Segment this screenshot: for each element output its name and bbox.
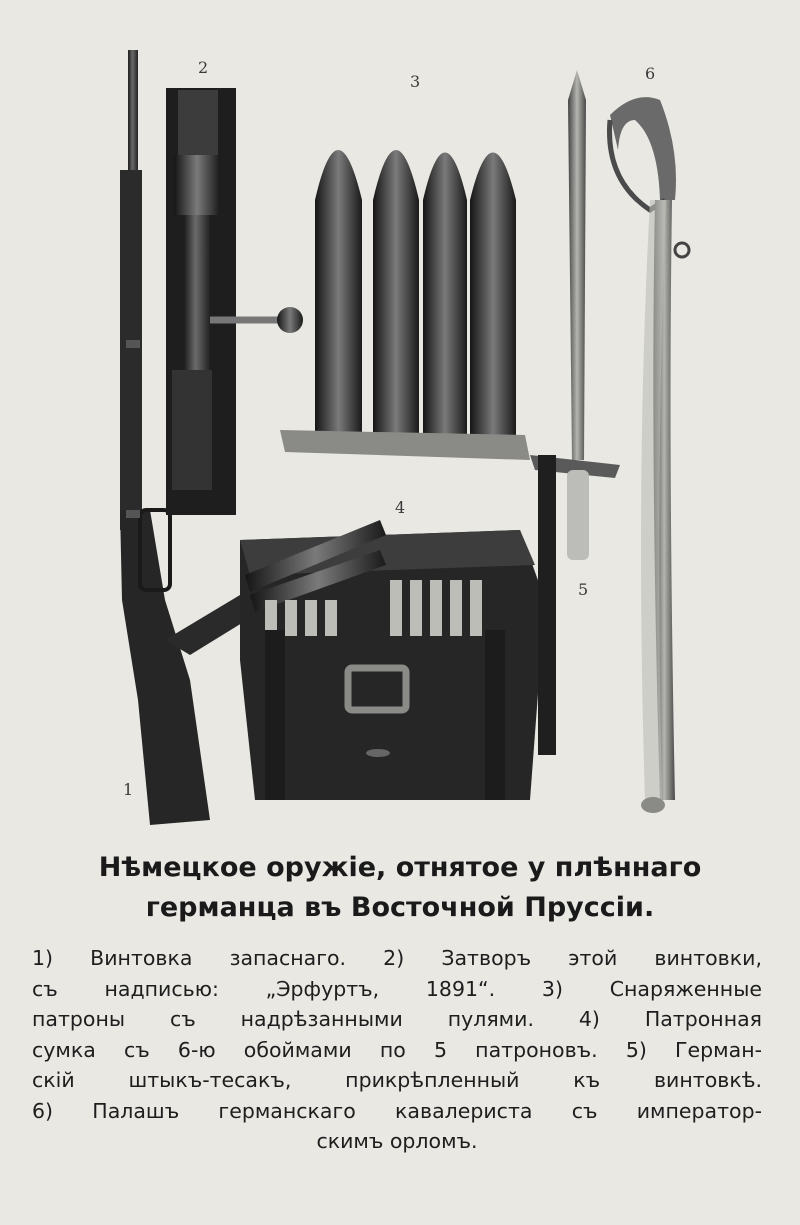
- caption-body-line: скимъ орломъ.: [316, 1129, 478, 1153]
- figure-label-2: 2: [198, 58, 209, 77]
- caption-body-line: съ надписью: „Эрфуртъ, 1891“. 3) Снаряженные: [32, 976, 762, 1001]
- figure-label-6: 6: [645, 64, 656, 83]
- caption-body: [32, 943, 762, 1157]
- sabre-figure: [610, 97, 690, 813]
- caption-body-line: 6) Палашъ германскаго кавалериста съ император-: [32, 1098, 762, 1123]
- caption-body-line: сумка съ 6-ю обоймами по 5 патроновъ. 5) Герман-: [32, 1037, 762, 1062]
- caption-body-line: скій штыкъ-тесакъ, прикрѣпленный къ винтовкѣ.: [32, 1068, 762, 1092]
- figure-label-5: 5: [578, 580, 589, 599]
- caption-title: [20, 848, 780, 928]
- figure-label-3: 3: [410, 72, 421, 91]
- caption-title-line: Нѣмецкое оружіе, отнятое у плѣннаго: [98, 852, 702, 883]
- cartridge-pouch-figure: [165, 520, 545, 800]
- weapons-illustration: [90, 40, 730, 840]
- bolt-figure: [166, 88, 303, 515]
- caption-body-line: патроны съ надрѣзанными пулями. 4) Патронная: [32, 1007, 762, 1031]
- cartridges-figure: [280, 150, 530, 460]
- caption-title-line: германца въ Восточной Пруссіи.: [145, 892, 655, 923]
- caption-body-line: 1) Винтовка запаснаго. 2) Затворъ этой винтовки,: [32, 946, 762, 970]
- bayonet-figure: [530, 70, 620, 755]
- figure-label-1: 1: [123, 780, 134, 799]
- figure-label-4: 4: [395, 498, 406, 517]
